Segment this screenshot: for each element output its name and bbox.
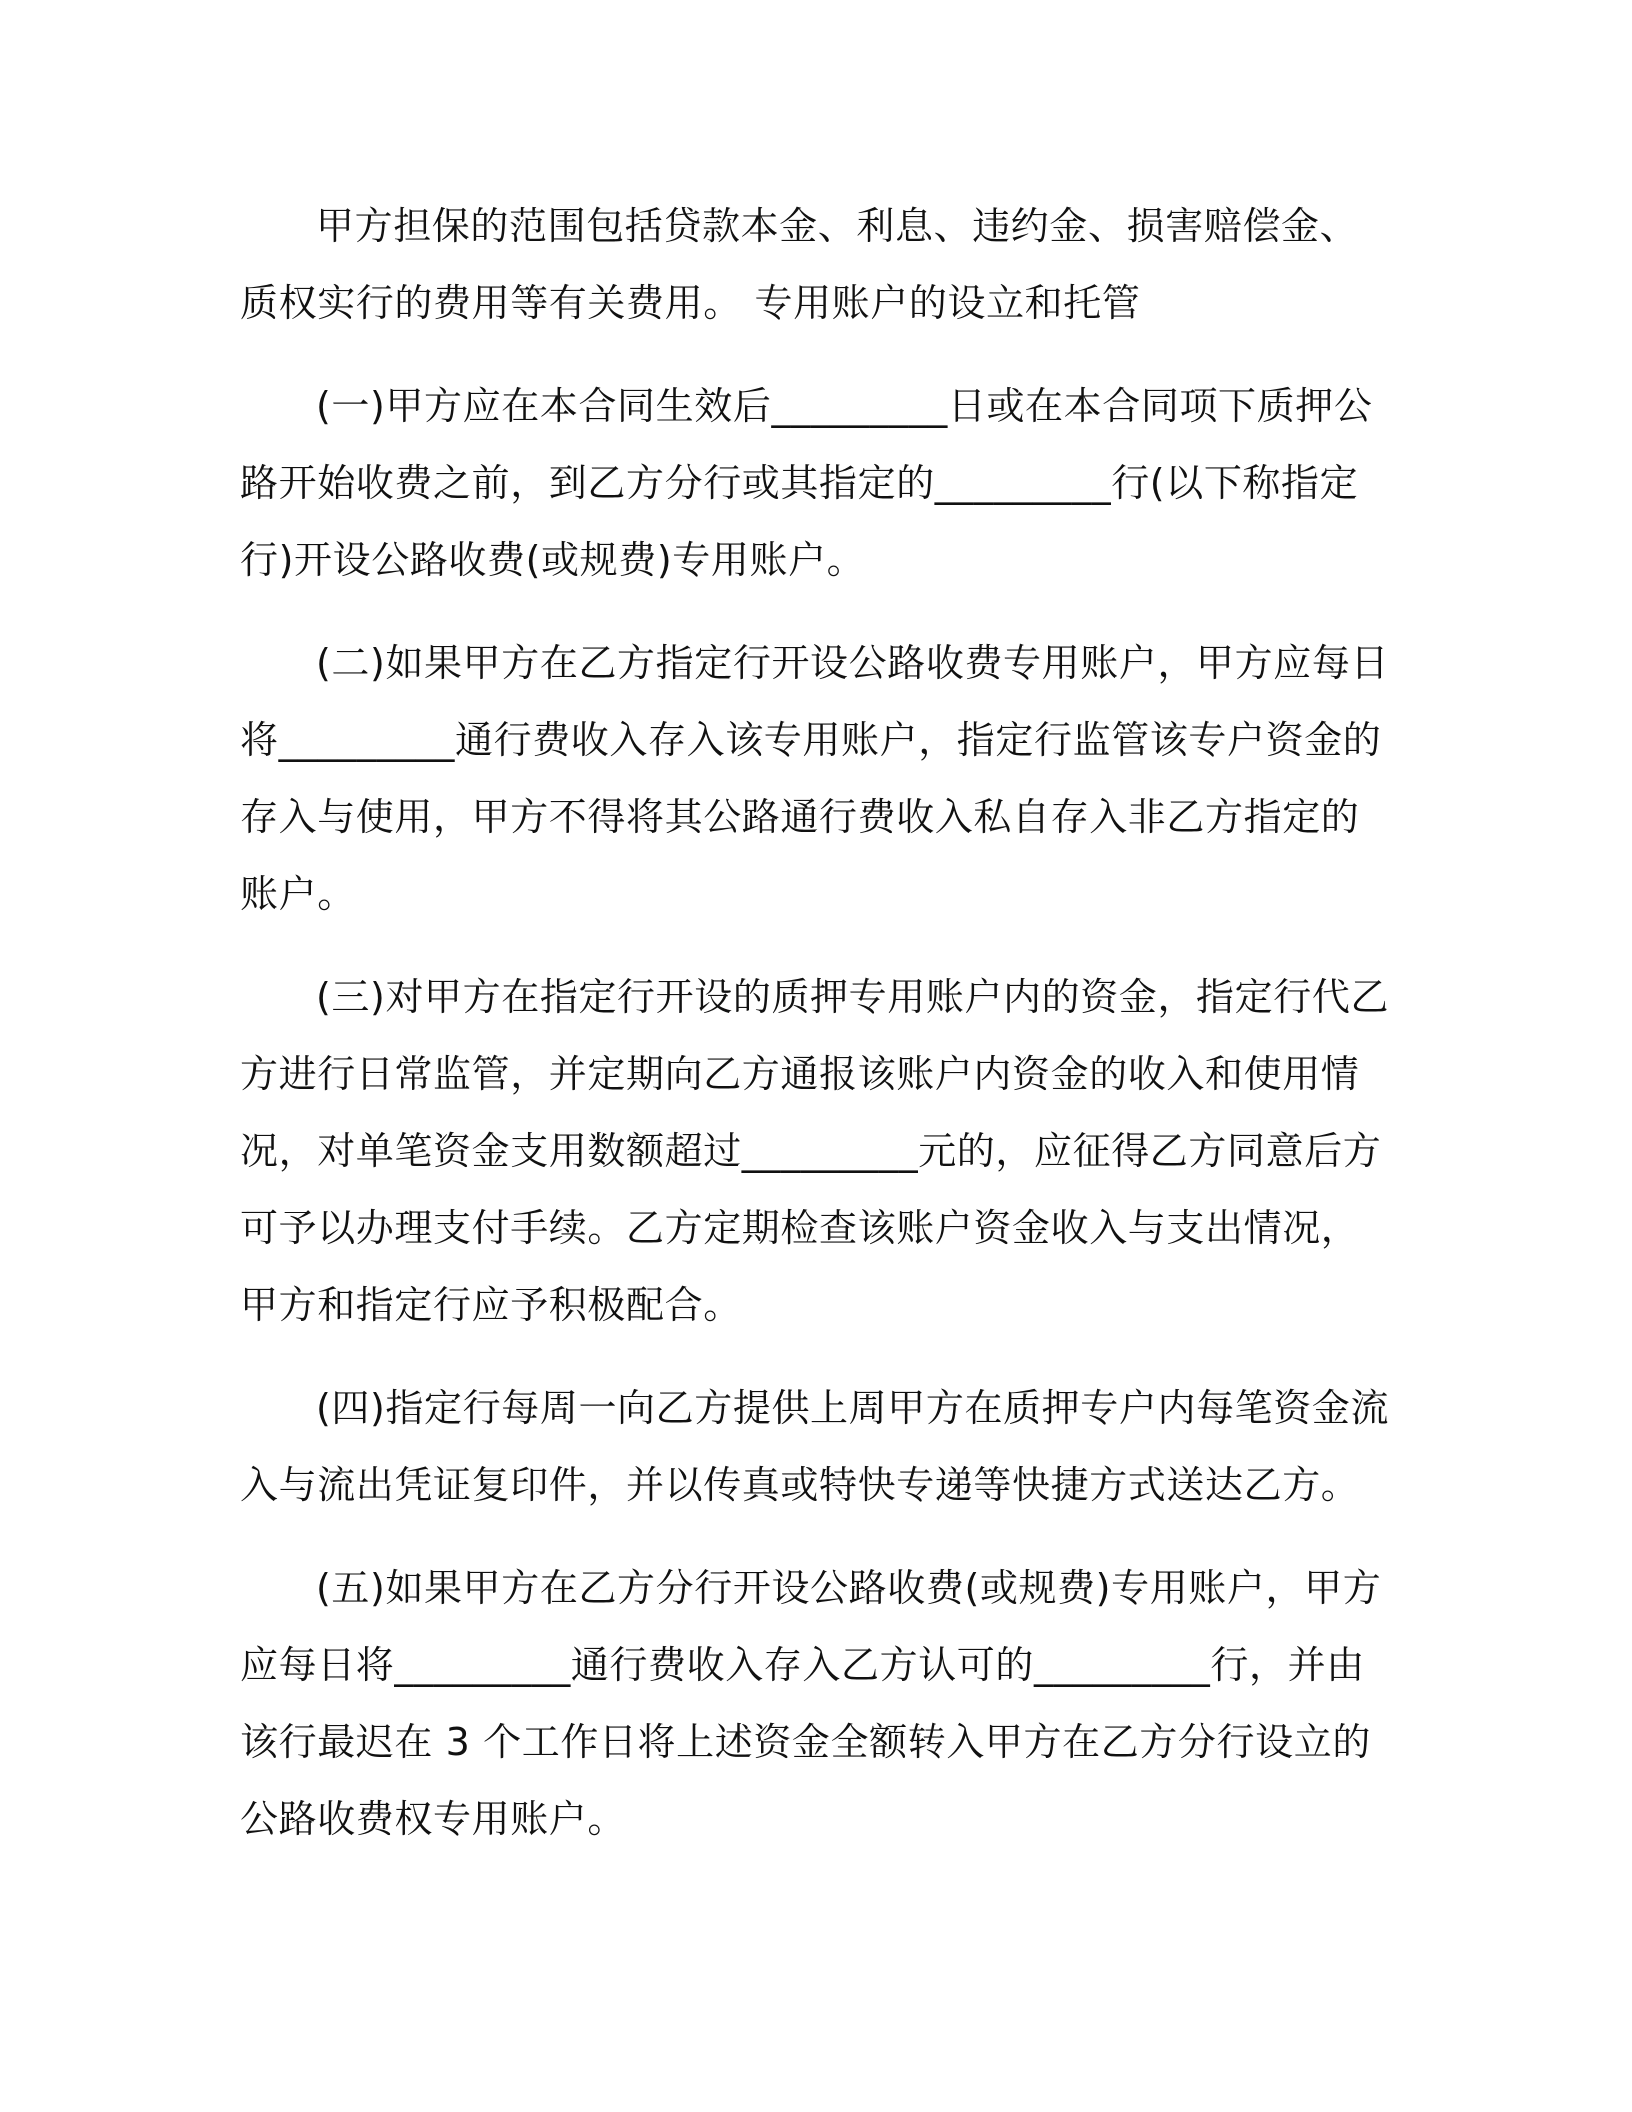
document-page (240, 188, 1392, 1884)
paragraph-clause-1: (一)甲方应在本合同生效后_________日或在本合同项下质押公路开始收费之前，到乙方分行或其指定的_________行(以下称指定行)开设公路收费(或规费)专用账户。 (240, 384, 1373, 582)
paragraph-clause-3: (三)对甲方在指定行开设的质押专用账户内的资金，指定行代乙方进行日常监管，并定期向乙方通报该账户内资金的收入和使用情况，对单笔资金支用数额超过_________元的，应征得乙方同意后方可予以办理支付手续。乙方定期检查该账户资金收入与支出情况，甲方和指定行应予积极配合。 (240, 975, 1390, 1327)
paragraph-clause-2: (二)如果甲方在乙方指定行开设公路收费专用账户，甲方应每日将_________通行费收入存入该专用账户，指定行监管该专户资金的存入与使用，甲方不得将其公路通行费收入私自存入非乙方指定的账户。 (240, 641, 1390, 916)
paragraph-clause-4: (四)指定行每周一向乙方提供上周甲方在质押专户内每笔资金流入与流出凭证复印件，并以传真或特快专递等快捷方式送达乙方。 (240, 1386, 1390, 1507)
paragraph-guarantee-scope: 甲方担保的范围包括贷款本金、利息、违约金、损害赔偿金、质权实行的费用等有关费用。 专用账户的设立和托管 (240, 204, 1359, 325)
paragraph-clause-5: (五)如果甲方在乙方分行开设公路收费(或规费)专用账户，甲方应每日将_________通行费收入存入乙方认可的_________行，并由该行最迟在 3 个工作日将上述资金全额转入甲方在乙方分行设立的公路收费权专用账户。 (240, 1566, 1382, 1841)
